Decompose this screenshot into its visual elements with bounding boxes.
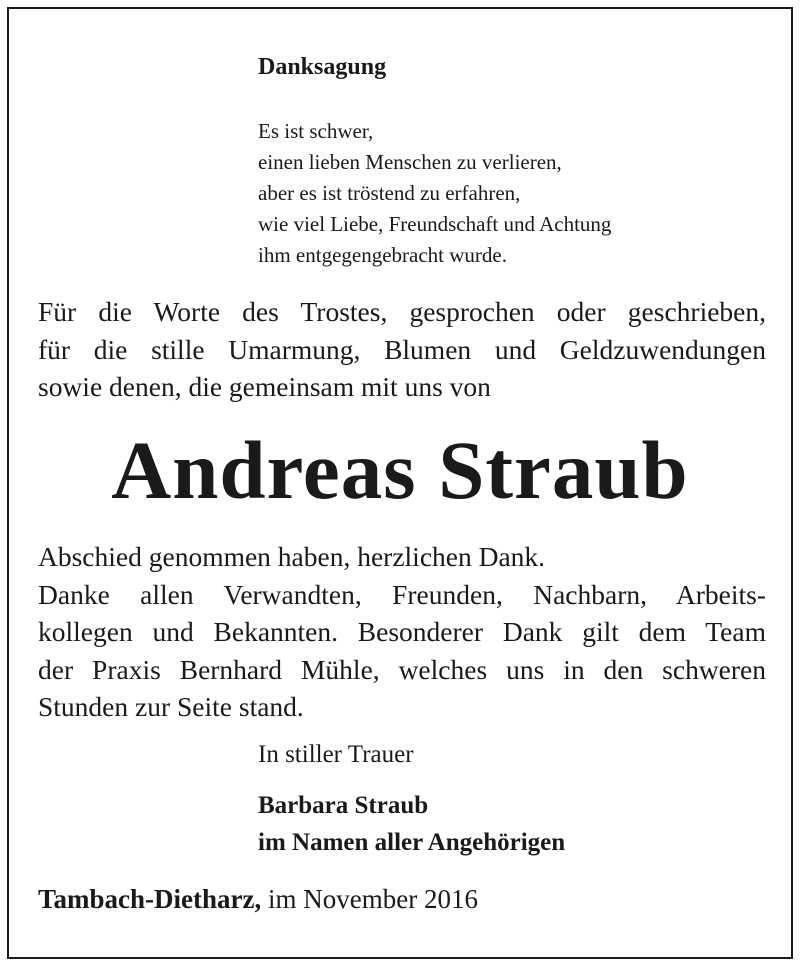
signature-line: im Namen aller Angehörigen: [258, 829, 566, 856]
notice-title: Danksagung: [258, 54, 387, 80]
poem-line: aber es ist tröstend zu erfahren,: [258, 181, 521, 205]
thanks-line: Stunden zur Seite stand.: [38, 691, 304, 722]
signature: [258, 787, 565, 861]
thanks-paragraph: [38, 538, 766, 726]
intro-line: für die stille Umarmung, Blumen und Geldzuwendungen: [38, 333, 766, 365]
intro-paragraph: [38, 293, 766, 406]
thanks-line: Danke allen Verwandten, Freunden, Nachbarn, Arbeits-: [38, 578, 766, 610]
signature-line: Barbara Straub: [258, 792, 429, 819]
deceased-name: Andreas Straub: [111, 424, 689, 516]
poem-line: wie viel Liebe, Freundschaft und Achtung: [258, 212, 612, 236]
place-name: Tambach-Dietharz,: [38, 884, 262, 914]
intro-line: sowie denen, die gemeinsam mit uns von: [38, 371, 491, 402]
thanks-line: Abschied genommen haben, herzlichen Dank.: [38, 541, 546, 572]
poem-line: Es ist schwer,: [258, 119, 374, 143]
poem-line: ihm entgegengebracht wurde.: [258, 243, 507, 267]
mourning-phrase: In stiller Trauer: [258, 741, 414, 768]
intro-line: Für die Worte des Trostes, gesprochen oder geschrieben,: [38, 296, 766, 327]
poem-line: einen lieben Menschen zu verlieren,: [258, 150, 562, 174]
place-date: [38, 884, 478, 915]
thanks-line: kollegen und Bekannten. Besonderer Dank gilt dem Team: [38, 616, 766, 647]
poem: [258, 116, 611, 271]
date: im November 2016: [268, 884, 478, 914]
thanks-line: der Praxis Bernhard Mühle, welches uns in den schweren: [38, 653, 766, 685]
